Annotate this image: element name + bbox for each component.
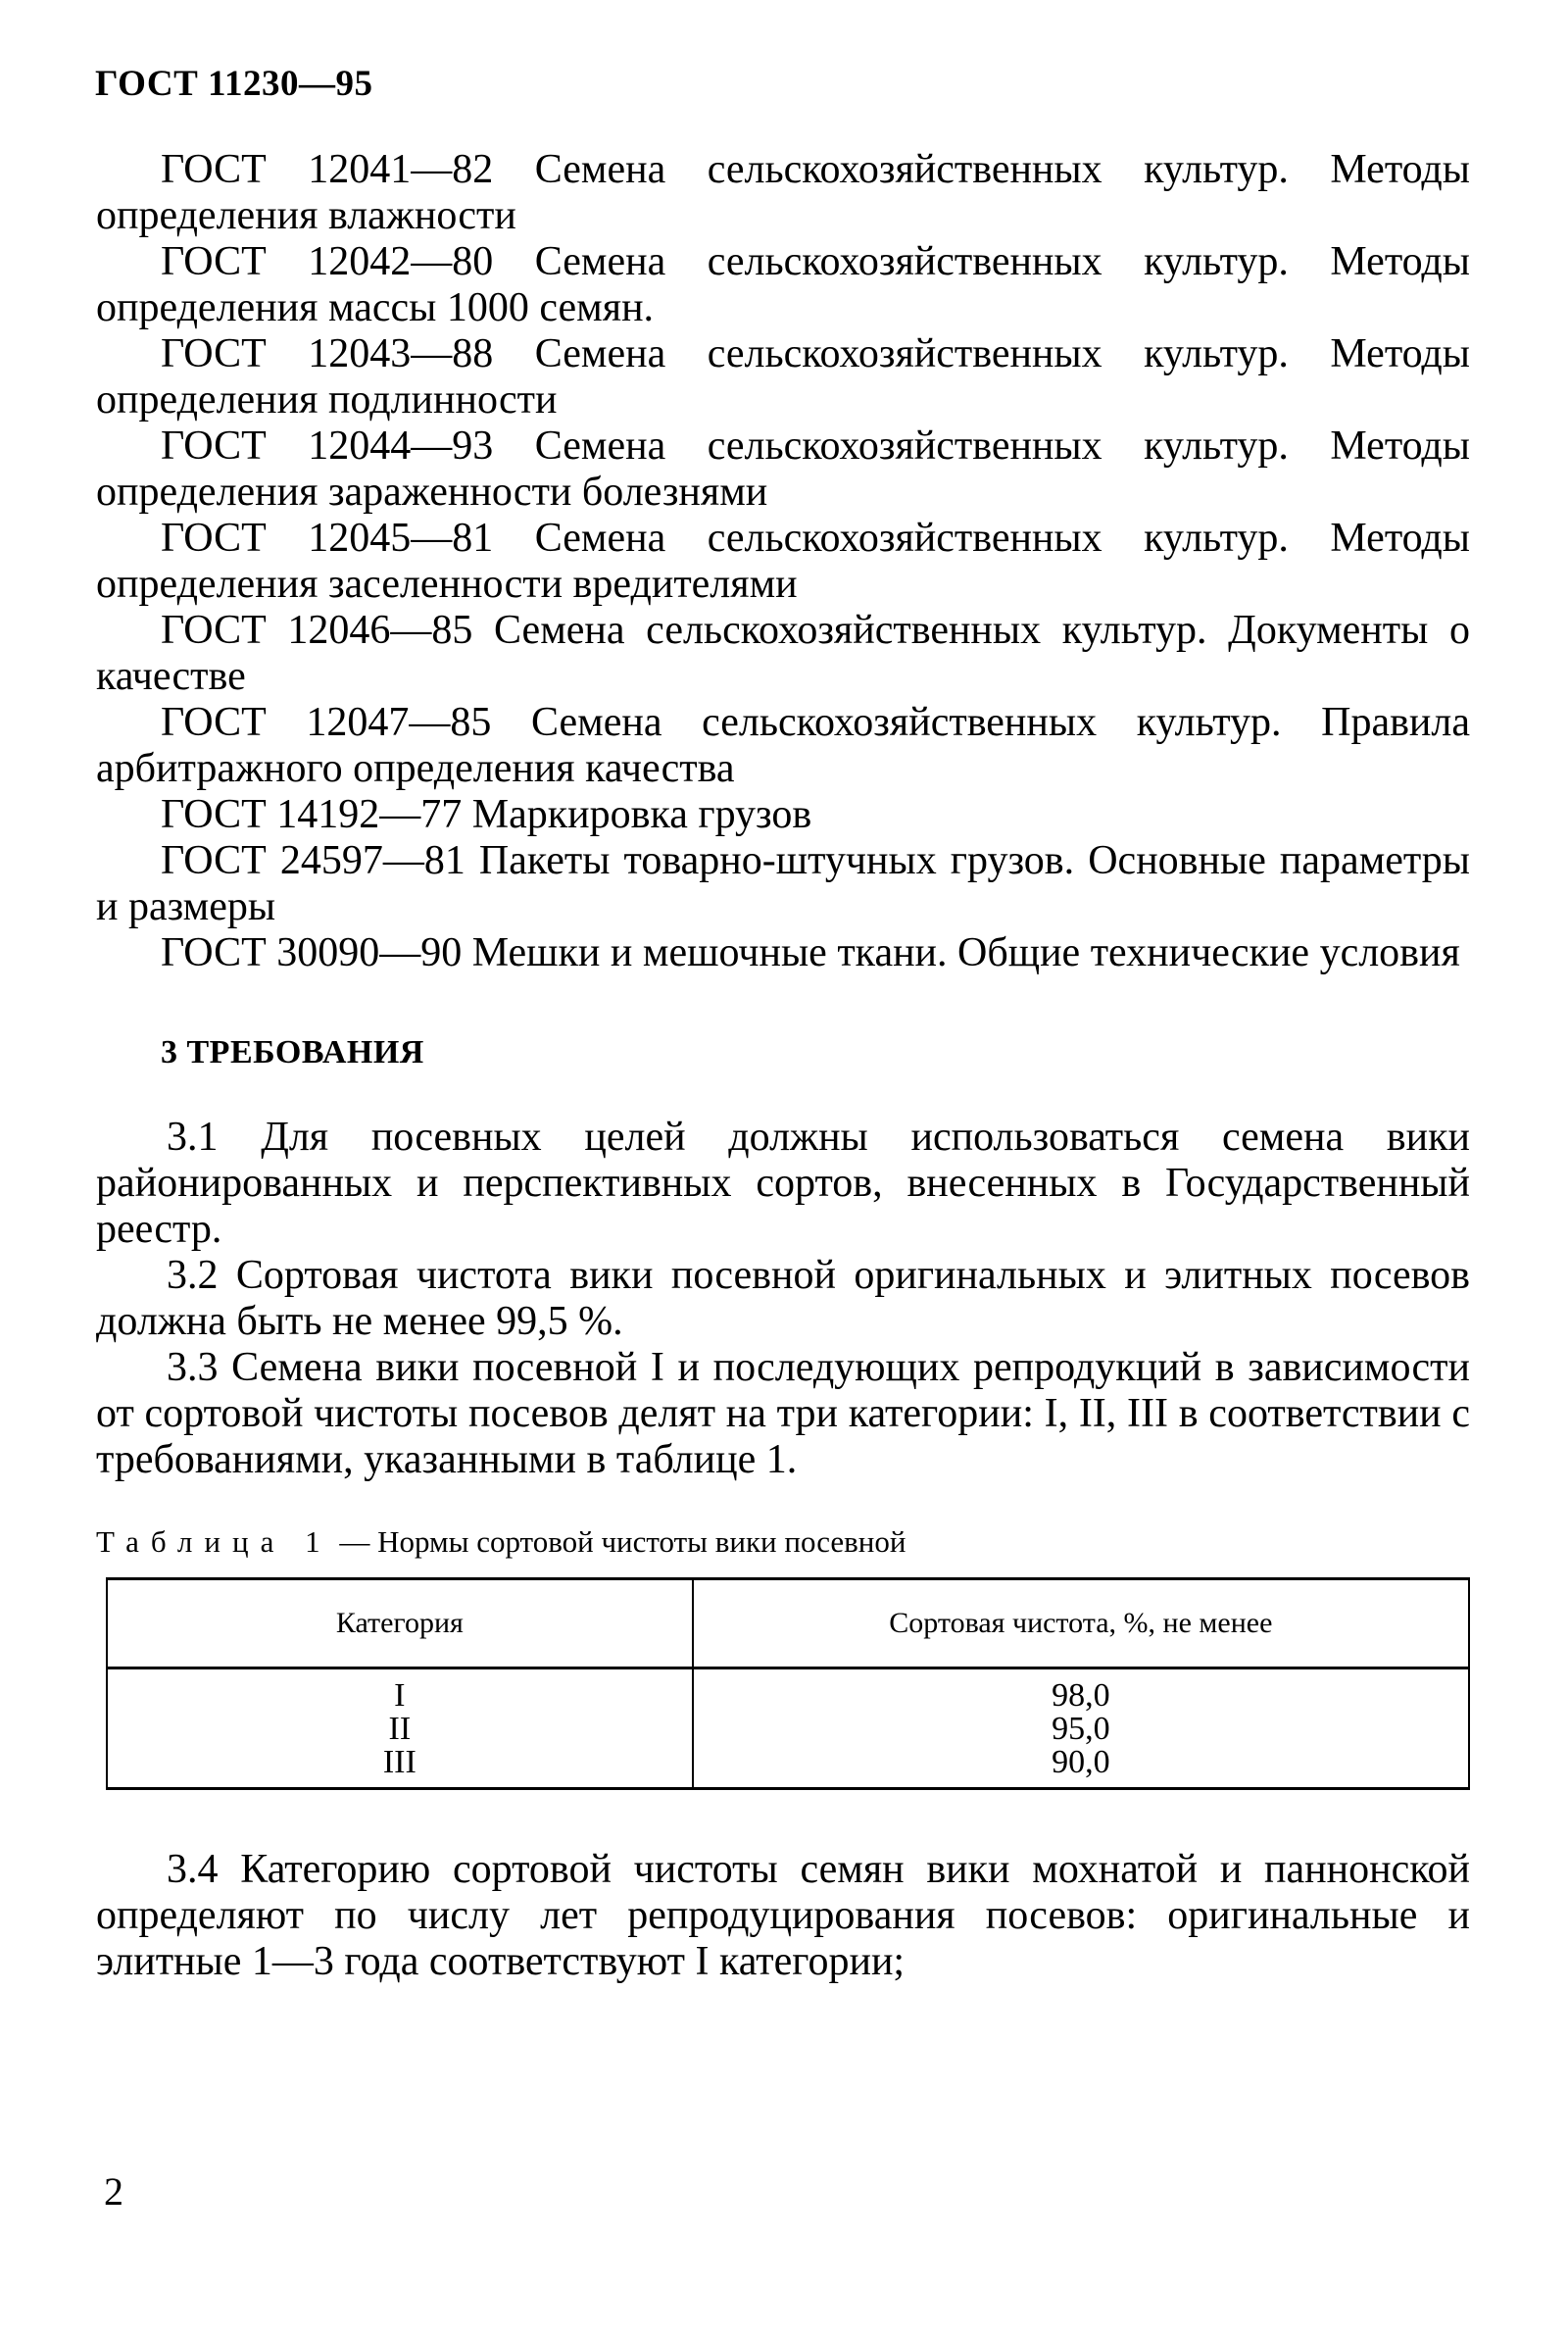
- category-cell: I: [107, 1668, 693, 1714]
- purity-cell: 98,0: [693, 1668, 1469, 1714]
- column-header-category: Категория: [107, 1579, 693, 1668]
- table-header-row: [107, 1579, 1469, 1668]
- purity-cell: 95,0: [693, 1713, 1469, 1746]
- reference-item: ГОСТ 12046—85 Семена сельскохозяйственных культур. Документы о качестве: [96, 608, 1470, 699]
- paragraph-3-4: 3.4 Категорию сортовой чистоты семян вики мохнатой и паннонской определяют по числу лет репродуцирования посевов: оригинальные и элитные 1—3 года соответствуют I категории;: [96, 1847, 1470, 1984]
- reference-item: ГОСТ 24597—81 Пакеты товарно-штучных грузов. Основные параметры и размеры: [96, 838, 1470, 929]
- reference-item: ГОСТ 12047—85 Семена сельскохозяйственных культур. Правила арбитражного определения качества: [96, 700, 1470, 791]
- table-row: [107, 1713, 1469, 1746]
- reference-item: ГОСТ 12042—80 Семена сельскохозяйственных культур. Методы определения массы 1000 семян.: [96, 239, 1470, 330]
- page-content: [96, 147, 1470, 1985]
- reference-list: [96, 147, 1470, 976]
- table-caption: [96, 1522, 1470, 1562]
- table-caption-text: — Нормы сортовой чистоты вики посевной: [331, 1524, 906, 1559]
- column-header-purity: Сортовая чистота, %, не менее: [693, 1579, 1469, 1668]
- reference-item: ГОСТ 12041—82 Семена сельскохозяйственных культур. Методы определения влажности: [96, 147, 1470, 238]
- section-heading: 3 ТРЕБОВАНИЯ: [161, 1034, 424, 1070]
- reference-item: ГОСТ 14192—77 Маркировка грузов: [161, 792, 812, 837]
- table-caption-label: Таблица 1: [96, 1524, 332, 1559]
- paragraph-3-3: 3.3 Семена вики посевной I и последующих репродукций в зависимости от сортовой чистоты посевов делят на три категории: I, II, III в соответствии с требованиями, указанными в таблице 1.: [96, 1345, 1470, 1482]
- table-row: [107, 1746, 1469, 1789]
- norms-table: [106, 1577, 1470, 1790]
- page-number: 2: [104, 2169, 123, 2214]
- category-cell: III: [107, 1746, 693, 1789]
- table-row: [107, 1668, 1469, 1714]
- paragraph-3-2: 3.2 Сортовая чистота вики посевной оригинальных и элитных посевов должна быть не менее 99,5 %.: [96, 1253, 1470, 1344]
- page-header: ГОСТ 11230—95: [95, 64, 373, 104]
- reference-item: ГОСТ 12043—88 Семена сельскохозяйственных культур. Методы определения подлинности: [96, 331, 1470, 423]
- reference-item: ГОСТ 12045—81 Семена сельскохозяйственных культур. Методы определения заселенности вредителями: [96, 516, 1470, 607]
- category-cell: II: [107, 1713, 693, 1746]
- paragraph-3-1: 3.1 Для посевных целей должны использоваться семена вики районированных и перспективных сортов, внесенных в Государственный реестр.: [96, 1115, 1470, 1252]
- reference-item: ГОСТ 12044—93 Семена сельскохозяйственных культур. Методы определения зараженности болезнями: [96, 423, 1470, 515]
- purity-cell: 90,0: [693, 1746, 1469, 1789]
- reference-item: ГОСТ 30090—90 Мешки и мешочные ткани. Общие технические условия: [161, 930, 1460, 975]
